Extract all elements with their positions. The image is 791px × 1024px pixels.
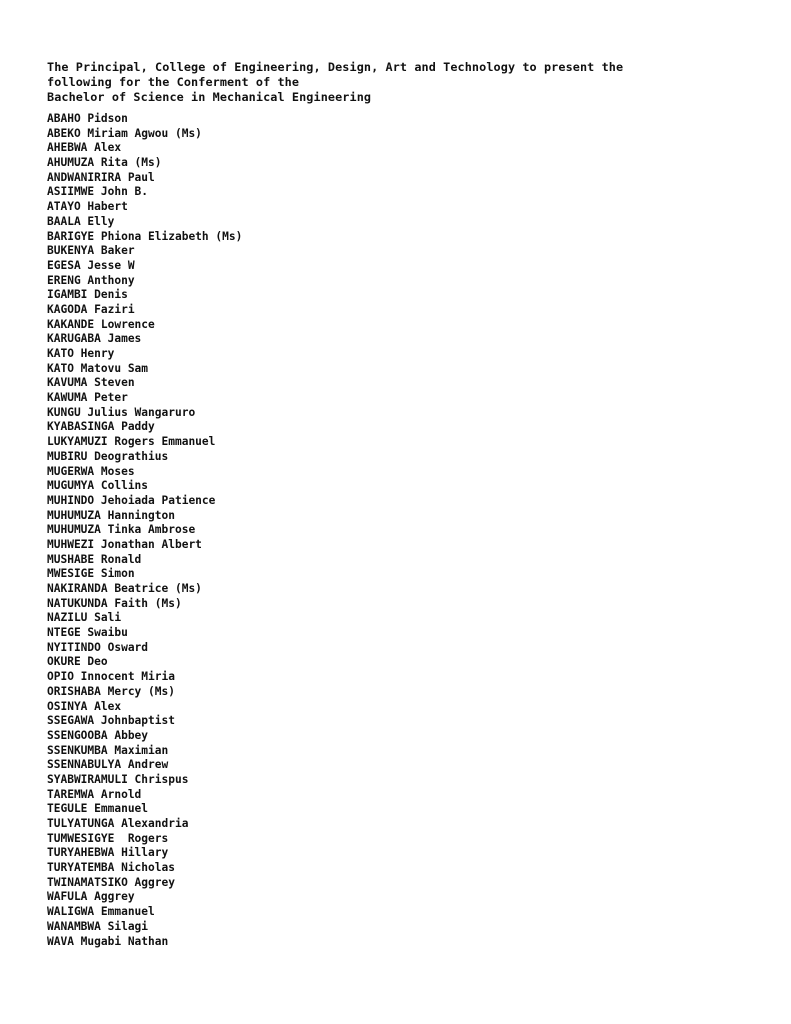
graduate-name: BARIGYE Phiona Elizabeth (Ms) (47, 229, 243, 243)
graduate-name: SSENNABULYA Andrew (47, 758, 169, 772)
graduate-name: NYITINDO Osward (47, 640, 149, 654)
heading-line: Bachelor of Science in Mechanical Engineering (47, 90, 372, 104)
graduate-name: BAALA Elly (47, 214, 115, 228)
graduate-name: ASIIMWE John B. (47, 185, 149, 199)
graduate-name: KAKANDE Lowrence (47, 317, 155, 331)
graduate-name: KAWUMA Peter (47, 391, 128, 405)
graduate-name: NATUKUNDA Faith (Ms) (47, 596, 182, 610)
graduate-name: KUNGU Julius Wangaruro (47, 405, 196, 419)
graduate-name: WAFULA Aggrey (47, 890, 135, 904)
graduate-name: IGAMBI Denis (47, 288, 128, 302)
heading-line: following for the Conferment of the (47, 75, 300, 89)
graduate-name: SSENKUMBA Maximian (47, 743, 169, 757)
graduate-name: KATO Henry (47, 347, 115, 360)
graduate-name: ORISHABA Mercy (Ms) (47, 684, 175, 698)
graduate-name: OSINYA Alex (47, 699, 122, 713)
heading-line: The Principal, College of Engineering, Design, Art and Technology to present the (47, 60, 624, 74)
graduate-name: AHEBWA Alex (47, 141, 122, 155)
document-heading (47, 60, 747, 105)
graduate-name: KATO Matovu Sam (47, 361, 149, 375)
graduate-name: MUGUMYA Collins (47, 479, 149, 493)
graduate-name: TURYAHEBWA Hillary (47, 846, 169, 860)
graduate-name: WANAMBWA Silagi (47, 919, 149, 933)
graduate-name: MUHWEZI Jonathan Albert (47, 537, 202, 551)
graduate-name: TAREMWA Arnold (47, 787, 142, 801)
graduate-name: MUHINDO Jehoiada Patience (47, 493, 216, 507)
graduate-name: SYABWIRAMULI Chrispus (47, 772, 189, 786)
graduate-name: KAVUMA Steven (47, 376, 135, 390)
graduate-name: OKURE Deo (47, 655, 108, 669)
graduate-name: NAKIRANDA Beatrice (Ms) (47, 582, 202, 595)
graduate-name: WALIGWA Emmanuel (47, 905, 155, 919)
graduate-name: MUHUMUZA Tinka Ambrose (47, 523, 196, 537)
graduate-name: NTEGE Swaibu (47, 626, 128, 640)
graduate-name: KARUGABA James (47, 332, 142, 346)
graduate-name: OPIO Innocent Miria (47, 670, 175, 684)
graduate-name: ABAHO Pidson (47, 112, 128, 125)
graduate-name: AHUMUZA Rita (Ms) (47, 156, 162, 170)
graduate-name: TWINAMATSIKO Aggrey (47, 875, 175, 889)
graduate-name: TULYATUNGA Alexandria (47, 817, 189, 830)
graduate-name: TEGULE Emmanuel (47, 802, 149, 816)
graduate-names-list (47, 112, 647, 949)
graduate-name: KAGODA Faziri (47, 302, 135, 316)
graduate-name: SSEGAWA Johnbaptist (47, 714, 175, 728)
graduate-name: MUHUMUZA Hannington (47, 508, 175, 522)
graduate-name: TUMWESIGYE Rogers (47, 831, 169, 845)
graduate-name: MUGERWA Moses (47, 464, 135, 478)
graduate-name: SSENGOOBA Abbey (47, 728, 149, 742)
graduate-name: NAZILU Sali (47, 611, 122, 625)
graduate-name: MWESIGE Simon (47, 567, 135, 581)
graduate-name: KYABASINGA Paddy (47, 420, 155, 434)
graduate-name: WAVA Mugabi Nathan (47, 934, 169, 948)
graduate-name: ANDWANIRIRA Paul (47, 170, 155, 184)
graduate-name: ERENG Anthony (47, 273, 135, 287)
graduate-name: LUKYAMUZI Rogers Emmanuel (47, 435, 216, 449)
graduate-name: MUBIRU Deograthius (47, 449, 169, 463)
graduate-name: BUKENYA Baker (47, 244, 135, 258)
graduate-name: EGESA Jesse W (47, 258, 135, 272)
graduate-name: ABEKO Miriam Agwou (Ms) (47, 126, 202, 140)
graduate-name: ATAYO Habert (47, 200, 128, 214)
graduate-name: MUSHABE Ronald (47, 552, 142, 566)
graduate-name: TURYATEMBA Nicholas (47, 861, 175, 875)
